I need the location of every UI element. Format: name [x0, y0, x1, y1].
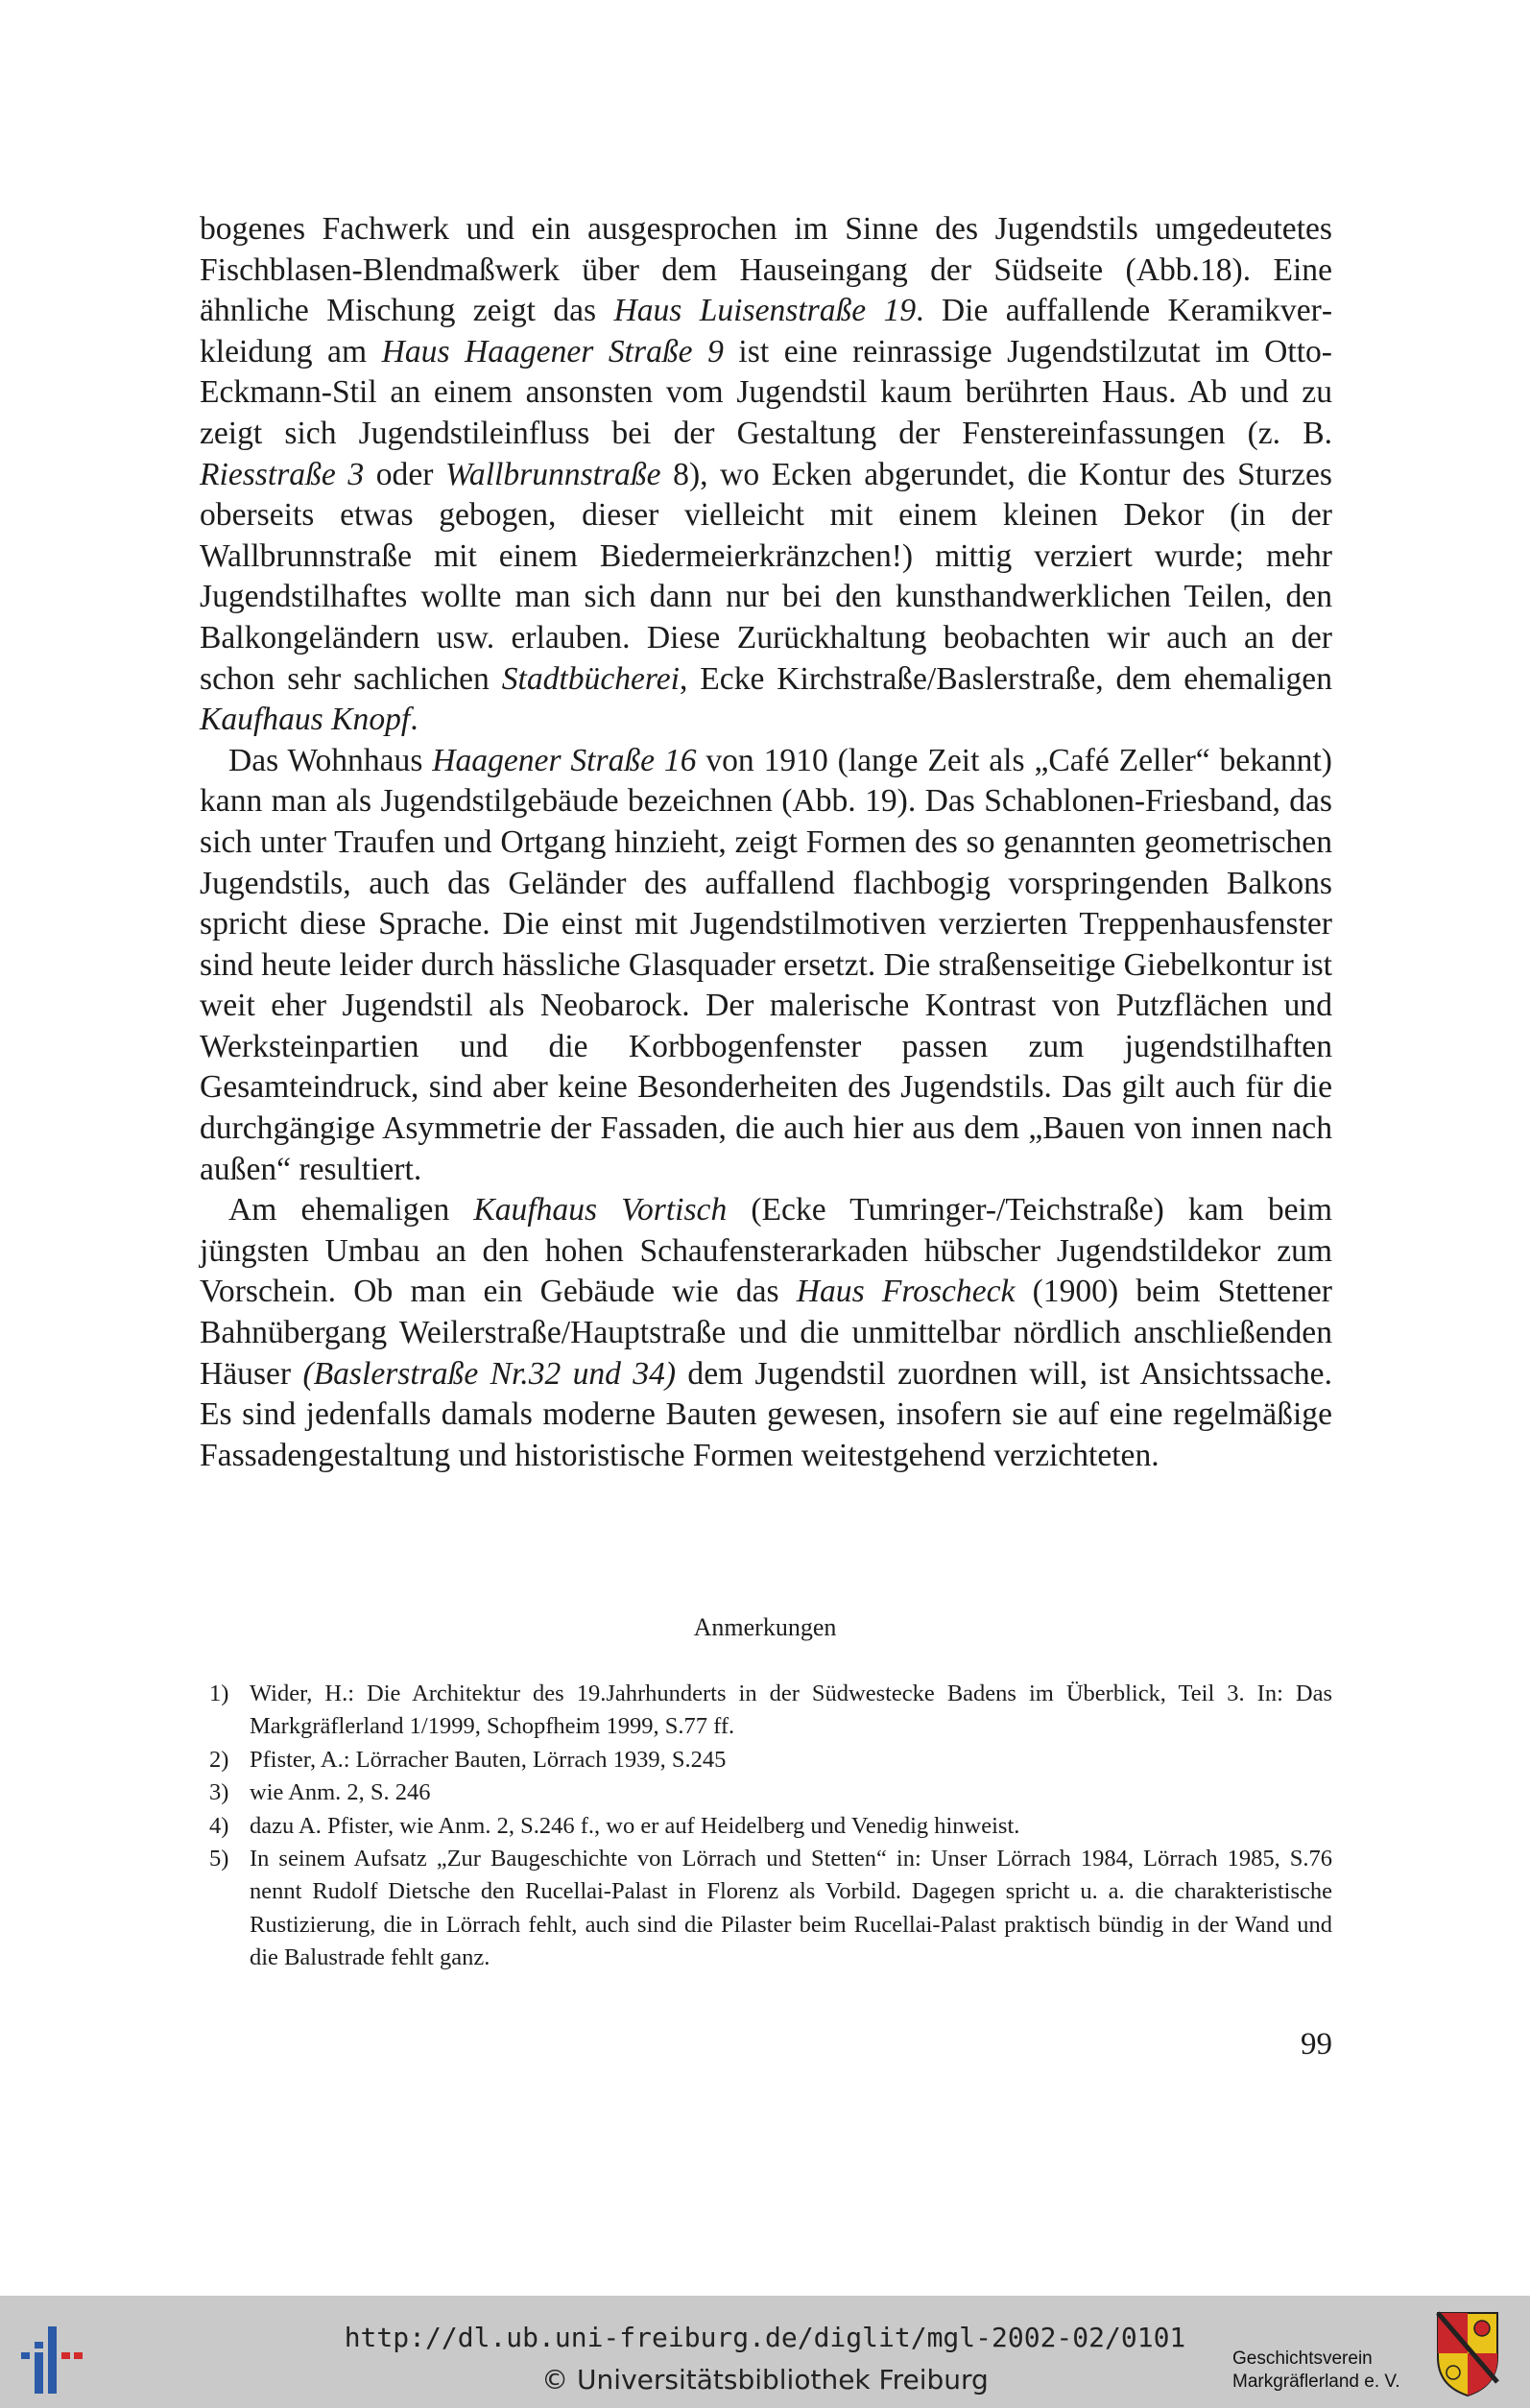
- italic-term: Haagener Straße 16: [432, 742, 697, 778]
- footnote: [209, 1744, 1332, 1776]
- footer-bar: [0, 2296, 1530, 2408]
- footnote: [209, 1776, 1332, 1809]
- footnote-text: wie Anm. 2, S. 246: [250, 1779, 431, 1806]
- footnote-number: 2): [209, 1746, 229, 1773]
- text-run: bogenes Fachwerk und ein ausgesprochen im Sinne des Jugendstils umgedeutetes Fischblasen-Blendmaßwerk über dem Hauseingang der Südseite (Abb.18). Eine ähnliche Mischung zeigt das: [200, 211, 1332, 329]
- paragraph-2: [200, 741, 1332, 1191]
- coat-of-arms-icon: [1434, 2309, 1501, 2397]
- copyright-text: © Universitätsbibliothek Freiburg: [541, 2364, 989, 2396]
- italic-term: Haus Froscheck: [796, 1274, 1016, 1310]
- footnote-number: 1): [209, 1681, 229, 1706]
- footnote: [209, 1678, 1332, 1744]
- text-run: 8), wo Ecken abgerundet, die Kontur des Sturzes oberseits etwas gebogen, dieser vielleicht mit einem kleinen Dekor (in der Wallbrunnstraße mit einem Biedermeierkränzchen!) mittig verziert wurde; mehr Jugendstilhaftes wollte man sich dann nur bei den kunsthandwerklichen Teilen, den Balkongeländern usw. erlauben. Diese Zurückhaltung beobachten wir auch an der schon sehr sachlichen: [200, 456, 1332, 697]
- text-run: .: [410, 702, 418, 738]
- notes-heading: Anmerkungen: [693, 1613, 837, 1641]
- permalink-url[interactable]: http://dl.ub.uni-freiburg.de/diglit/mgl-2002-02/0101: [344, 2322, 1186, 2353]
- footnote-text: Wider, H.: Die Architektur des 19.Jahrhunderts in der Südwestecke Badens im Überblick, Teil 3. In: Das Markgräflerland 1/1999, Schopfheim 1999, S.77 ff.: [250, 1681, 1332, 1740]
- page-number: 99: [1301, 2027, 1332, 2062]
- italic-term: Haus Luisenstraße 19: [613, 293, 917, 329]
- footnotes: [209, 1678, 1332, 1975]
- text-run: (Ecke Tumringer-/Teichstraße) kam beim jüngsten Umbau an den hohen Schaufensterarkaden hübscher Jugendstildekor zum Vorschein. Ob man ein Gebäude wie das: [200, 1192, 1332, 1310]
- organization-line-2: Markgräflerland e. V.: [1232, 2372, 1400, 2392]
- text-run: ist eine reinrassige Jugendstilzutat im Otto-Eckmann-Stil an einem ansonsten vom Jugendstil kaum berührten Haus. Ab und zu zeigt sich Jugendstileinfluss bei der Gestaltung der Fenstereinfassungen (z. B.: [200, 333, 1332, 451]
- italic-term: Stadtbücherei: [501, 660, 680, 697]
- text-run: Das Wohnhaus: [228, 742, 433, 778]
- footnote-number: 3): [209, 1779, 229, 1806]
- italic-term: Haus Haagener Straße 9: [381, 333, 724, 370]
- footnote: [209, 1810, 1332, 1843]
- footnote-text: dazu A. Pfister, wie Anm. 2, S.246 f., wo er auf Heidelberg und Venedig hinweist.: [250, 1812, 1020, 1839]
- body-text: [200, 209, 1332, 1476]
- footnote-number: 4): [209, 1812, 229, 1839]
- organization-line-1: Geschichtsverein: [1232, 2348, 1373, 2369]
- text-run: oder: [364, 456, 446, 492]
- italic-term: Riesstraße 3: [200, 456, 365, 492]
- italic-term: Kaufhaus Vortisch: [473, 1192, 728, 1228]
- organization-name: [1232, 2348, 1400, 2394]
- text-run: Am ehemaligen: [228, 1192, 474, 1228]
- text-run: , Ecke Kirchstraße/Baslerstraße, dem ehemaligen: [679, 660, 1332, 697]
- italic-term: Wallbrunnstraße: [445, 456, 661, 492]
- text-run: (1900) beim Stettener Bahnübergang Weilerstraße/Hauptstraße und die unmittelbar nördlich anschließenden Häuser: [200, 1274, 1332, 1392]
- footnote: [209, 1843, 1332, 1975]
- text-run: . Die auffallende Keramikverkleidung am: [200, 293, 1332, 370]
- footnote-text: Pfister, A.: Lörracher Bauten, Lörrach 1939, S.245: [250, 1746, 727, 1773]
- italic-term: Kaufhaus Knopf: [200, 702, 411, 738]
- italic-term: (Baslerstraße Nr.32 und 34): [302, 1355, 677, 1392]
- paragraph-1: [200, 209, 1332, 741]
- footnote-text: In seinem Aufsatz „Zur Baugeschichte von Lörrach und Stetten“ in: Unser Lörrach 1984, Lörrach 1985, S.76 nennt Rudolf Dietsche den Rucellai-Palast in Florenz als Vorbild. Dagegen spricht u. a. die charakteristische Rustizierung, die in Lörrach fehlt, auch sind die Pilaster beim Rucellai-Palast praktisch bündig in der Wand und die Balustrade fehlt ganz.: [250, 1846, 1332, 1971]
- footnote-number: 5): [209, 1846, 229, 1872]
- text-run: dem Jugendstil zuordnen will, ist Ansichtssache. Es sind jedenfalls damals moderne Bauten gewesen, insofern sie auf eine regelmäßige Fassadengestaltung und historistische Formen weitestgehend verzichteten.: [200, 1355, 1332, 1473]
- text-run: von 1910 (lange Zeit als „Café Zeller“ bekannt) kann man als Jugendstilgebäude bezeichnen (Abb. 19). Das Schablonen-Friesband, das sich unter Traufen und Ortgang hinzieht, zeigt Formen des so genannten geometrischen Jugendstils, auch das Geländer des auffallend flachbogig vorspringenden Balkons spricht diese Sprache. Die einst mit Jugendstilmotiven verzierten Treppenhausfenster sind heute leider durch hässliche Glasquader ersetzt. Die straßenseitige Giebelkontur ist weit eher Jugendstil als Neobarock. Der malerische Kontrast von Putzflächen und Werksteinpartien und die Korbbogenfenster passen zum jugendstilhaften Gesamteindruck, sind aber keine Besonderheiten des Jugendstils. Das gilt auch für die durchgängige Asymmetrie der Fassaden, die auch hier aus dem „Bauen von innen nach außen“ resultiert.: [200, 742, 1332, 1187]
- paragraph-3: [200, 1190, 1332, 1476]
